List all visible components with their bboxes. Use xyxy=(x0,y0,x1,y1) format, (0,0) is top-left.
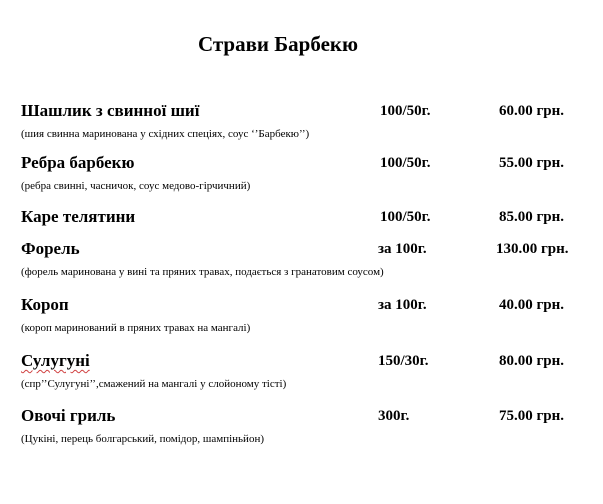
dish-price: 60.00 грн. xyxy=(499,103,565,119)
dish-name: Форель xyxy=(21,239,80,258)
dish-description: (спр’’Сулугуні’’,смажений на мангалі у слойоному тісті) xyxy=(21,378,287,390)
dish-description: (шия свинна маринована у східних спеціях, соус ‘’Барбекю’’) xyxy=(21,128,310,140)
dish-description: (ребра свинні, часничок, соус медово-гірчичний) xyxy=(21,180,251,192)
dish-portion: за 100г. xyxy=(378,297,427,313)
dish-price: 85.00 грн. xyxy=(499,209,565,225)
dish-price: 80.00 грн. xyxy=(499,353,565,369)
dish-name: Сулугуні xyxy=(21,351,90,370)
dish-name: Каре телятини xyxy=(21,207,136,226)
dish-name: Шашлик з свинної шиї xyxy=(21,101,200,120)
dish-portion: за 100г. xyxy=(378,241,427,257)
dish-name: Ребра барбекю xyxy=(21,153,135,172)
dish-portion: 100/50г. xyxy=(380,155,431,171)
dish-name: Овочі гриль xyxy=(21,406,116,425)
dish-portion: 100/50г. xyxy=(380,209,431,225)
dish-price: 40.00 грн. xyxy=(499,297,565,313)
dish-portion: 150/30г. xyxy=(378,353,429,369)
dish-price: 130.00 грн. xyxy=(496,241,569,257)
dish-name: Короп xyxy=(21,295,69,314)
dish-portion: 300г. xyxy=(378,408,410,424)
dish-description: (форель маринована у вині та пряних травах, подається з гранатовим соусом) xyxy=(21,266,384,278)
dish-portion: 100/50г. xyxy=(380,103,431,119)
dish-price: 55.00 грн. xyxy=(499,155,565,171)
dish-description: (короп маринований в пряних травах на мангалі) xyxy=(21,322,251,334)
dish-description: (Цукіні, перець болгарський, помідор, шампіньйон) xyxy=(21,433,264,445)
dish-price: 75.00 грн. xyxy=(499,408,565,424)
menu-title: Страви Барбекю xyxy=(197,32,359,56)
